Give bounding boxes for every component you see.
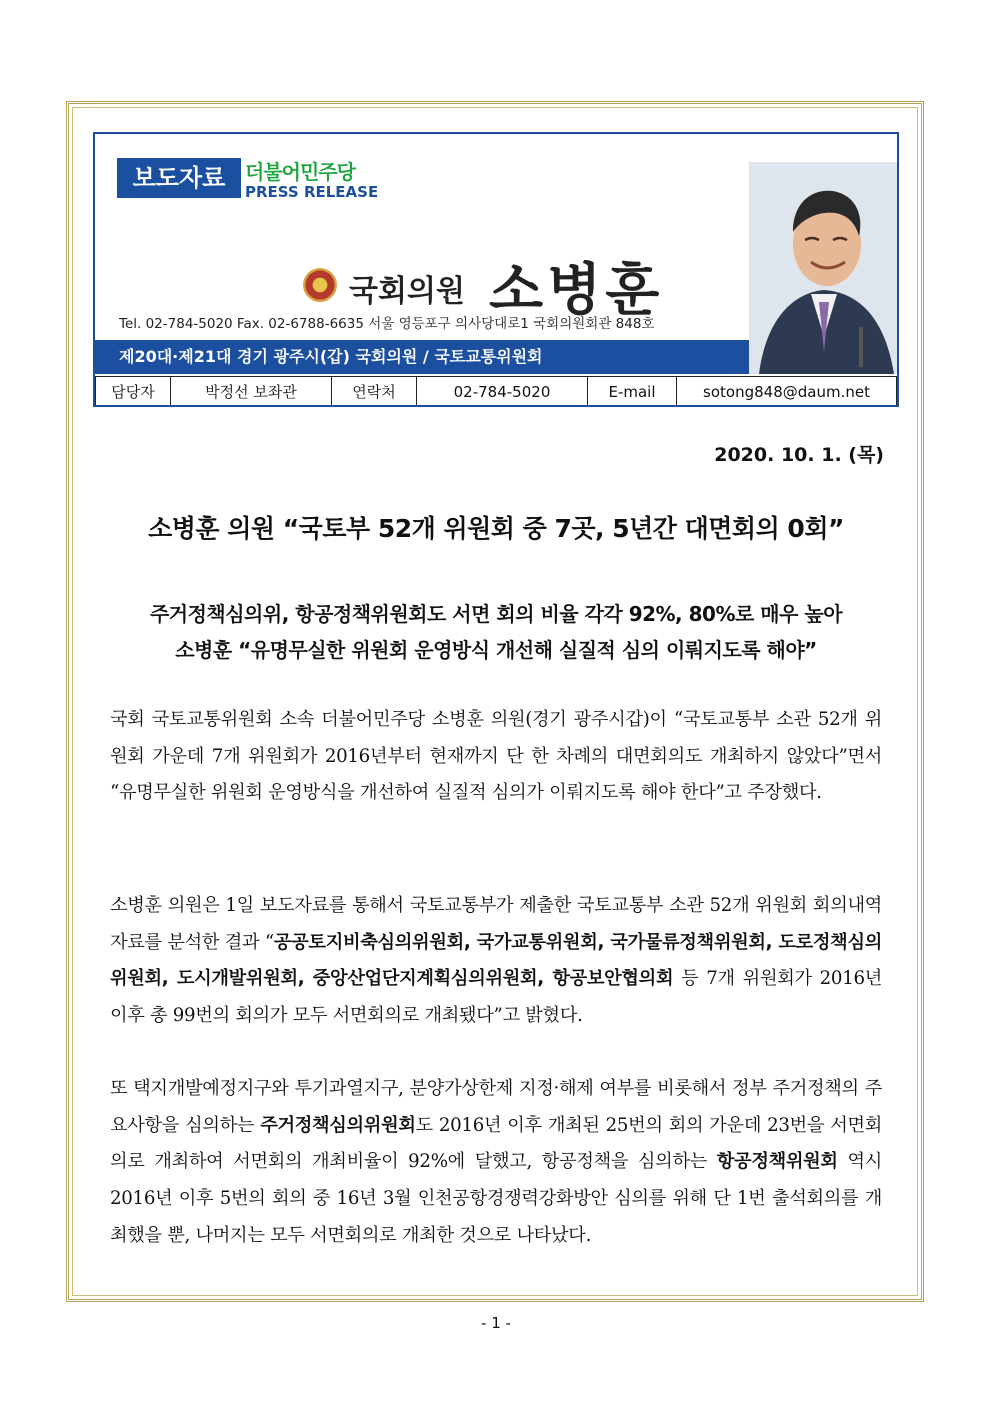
rep-photo-illustration	[749, 162, 899, 374]
phone-label: 연락처	[332, 377, 417, 407]
paragraph-3-aviation-committee: 항공정책위원회	[716, 1151, 838, 1173]
contact-table	[95, 376, 897, 407]
press-header	[93, 132, 899, 407]
district-bar: 제20대·제21대 경기 광주시(갑) 국회의원 / 국토교통위원회	[95, 340, 785, 374]
paragraph-3-text-a: 또 택지개발예정지구와 투기과열지구, 분양가상한제 지정·해제 여부를 비롯해서 정부 주거정책의 주요사항을 심의하는	[110, 1078, 882, 1136]
headline: 소병훈 의원 “국토부 52개 위원회 중 7곳, 5년간 대면회의 0회”	[148, 514, 844, 543]
subheadline-2: 소병훈 “유명무실한 위원회 운영방식 개선해 실질적 심의 이뤄지도록 해야”	[175, 638, 817, 662]
phone-value: 02-784-5020	[417, 377, 588, 407]
rep-name: 소병훈	[489, 258, 664, 323]
rep-photo	[749, 162, 899, 374]
paragraph-2	[110, 888, 882, 1035]
party-en-label: PRESS RELEASE	[245, 183, 379, 201]
paragraph-2-text-a: 소병훈 의원은 1일 보도자료를 통해서 국토교통부가 제출한 국토교통부 소관 52개 위원회 회의내역 자료를 분석한 결과 “	[110, 895, 882, 953]
email-value[interactable]: sotong848@daum.net	[677, 377, 897, 407]
party-logo	[245, 156, 378, 201]
release-date: 2020. 10. 1. (목)	[714, 444, 884, 466]
paragraph-2-text-c: 등 7개 위원회가 2016년 이후 총 99번의 회의가 모두 서면회의로 개최됐다”고 밝혔다.	[110, 968, 883, 1027]
email-label: E-mail	[588, 377, 677, 407]
contact-line: Tel. 02-784-5020 Fax. 02-6788-6635 서울 영등포구 의사당대로1 국회의원회관 848호	[119, 316, 655, 332]
party-name: 더불어민주당	[245, 160, 355, 184]
paragraph-3-housing-committee: 주거정책심의위원회	[260, 1114, 416, 1136]
paragraph-3-text-e: 역시 2016년 이후 5번의 회의 중 16년 3월 인천공항경쟁력강화방안 심의를 위해 단 1번 출석회의를 개최했을 뿐, 나머지는 모두 서면회의로 개최한 것으로 나타났다.	[110, 1151, 882, 1246]
staff-label: 담당자	[96, 377, 171, 407]
staff-value: 박정선 보좌관	[171, 377, 332, 407]
paragraph-3-text-c: 도 2016년 이후 개최된 25번의 회의 가운데 23번을 서면회의로 개최하여 서면회의 개최비율이 92%에 달했고, 항공정책을 심의하는	[110, 1114, 882, 1173]
subheadline-1: 주거정책심의위, 항공정책위원회도 서면 회의 비율 각각 92%, 80%로 매우 높아	[149, 602, 843, 626]
paragraph-3	[110, 1071, 882, 1255]
rep-label: 국회의원	[349, 274, 465, 309]
paragraph-2-committees: 공공토지비축심의위원회, 국가교통위원회, 국가물류정책위원회, 도로정책심의위원회, 도시개발위원회, 중앙산업단지계획심의위원회, 항공보안협의회	[110, 931, 882, 990]
press-release-badge: 보도자료	[117, 158, 241, 198]
paragraph-1: 국회 국토교통위원회 소속 더불어민주당 소병훈 의원(경기 광주시갑)이 “국토교통부 소관 52개 위원회 가운데 7개 위원회가 2016년부터 현재까지 단 한 차례의 대면회의도 개최하지 않았다”면서 “유명무실한 위원회 운영방식을 개선하여 실질적 심의가 이뤄지도록 해야 한다”고 주장했다.	[110, 709, 882, 804]
assembly-seal-icon	[303, 268, 337, 302]
page-number: - 1 -	[481, 1314, 511, 1332]
